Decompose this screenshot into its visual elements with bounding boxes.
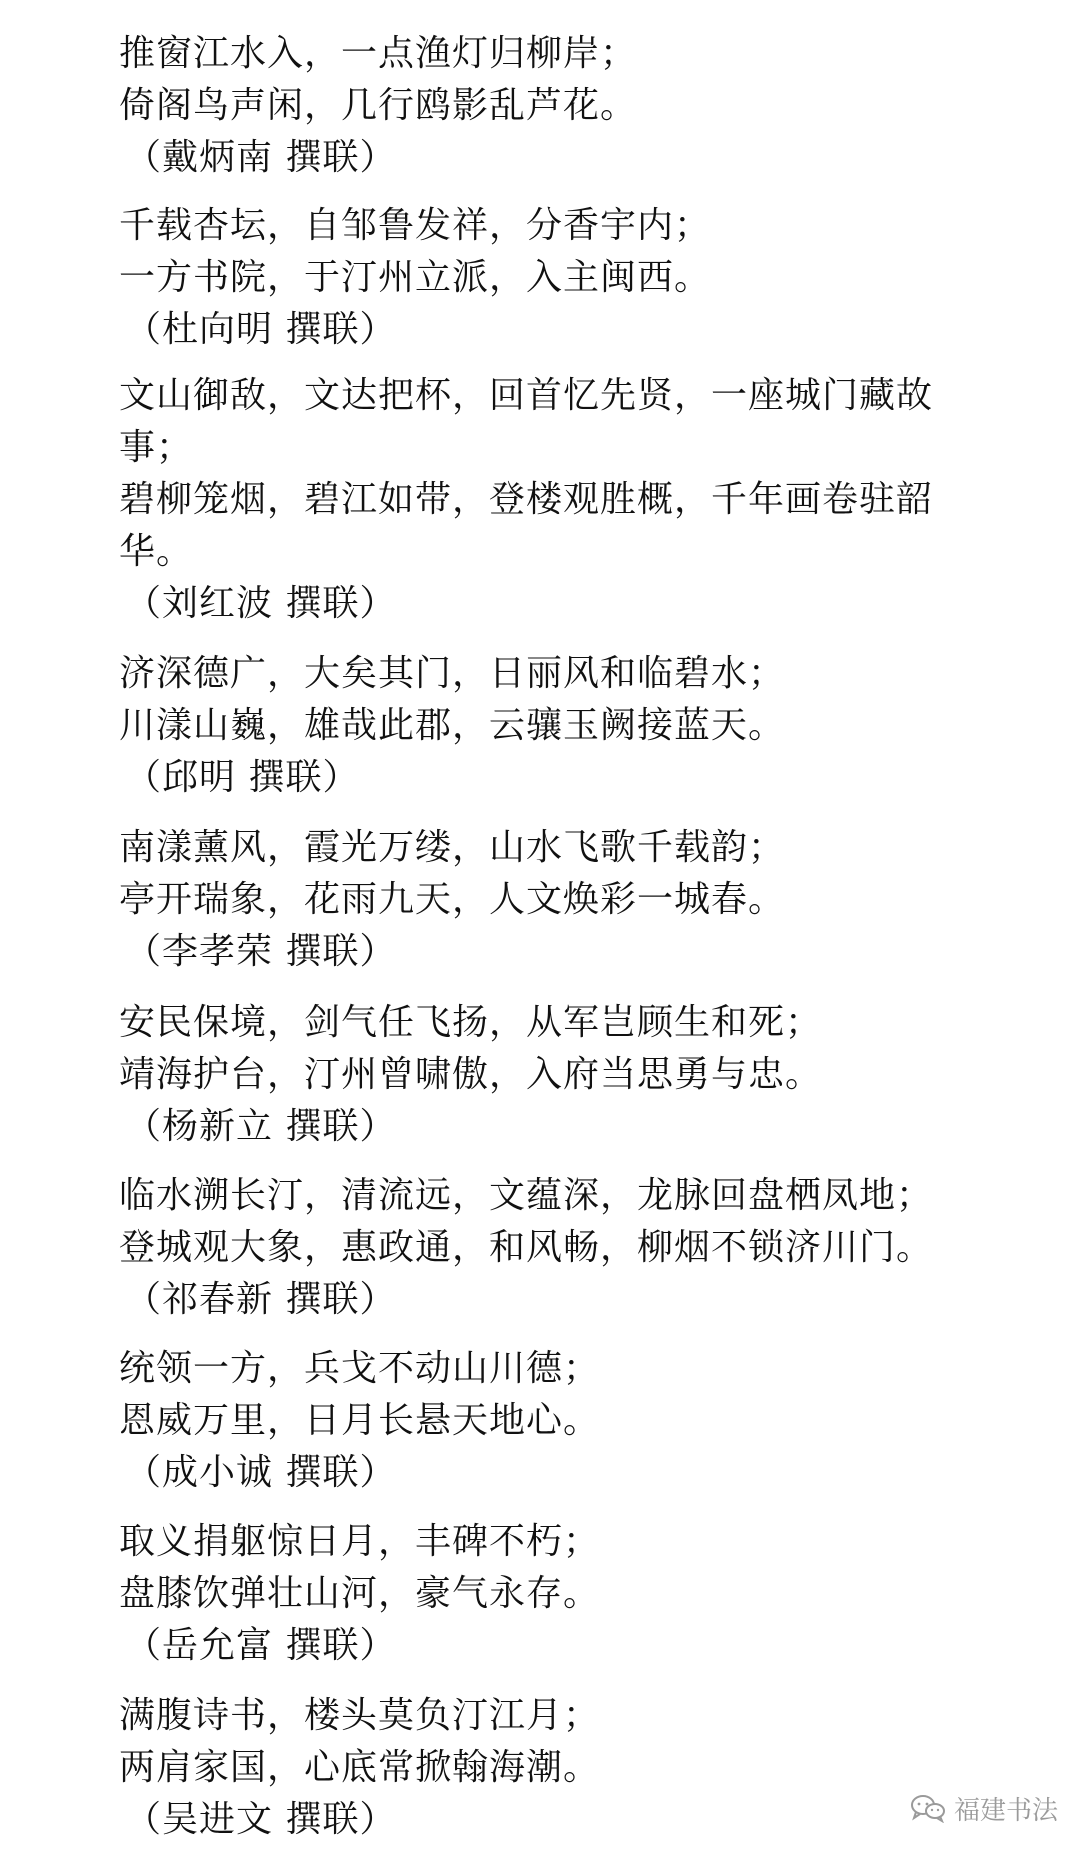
couplet-line-upper: 千载杏坛，自邹鲁发祥，分香宇内；	[119, 205, 712, 246]
couplet-line-lower: 川漾山巍，雄哉此郡，云骧玉阙接蓝天。	[119, 705, 786, 746]
couplet-2	[119, 200, 999, 356]
couplet-author: （李孝荣 撰联）	[125, 931, 397, 972]
couplet-1	[119, 28, 999, 184]
couplet-line-lower: 一方书院，于汀州立派，入主闽西。	[119, 257, 712, 298]
couplet-author: （成小诚 撰联）	[125, 1452, 397, 1493]
couplet-6	[119, 997, 999, 1153]
couplet-line-upper: 安民保境，剑气任飞扬，从军岂顾生和死；	[119, 1002, 823, 1043]
couplet-line-lower: 盘膝饮弹壮山河，豪气永存。	[119, 1573, 601, 1614]
couplet-line-upper: 取义捐躯惊日月，丰碑不朽；	[119, 1521, 601, 1562]
couplet-author: （刘红波 撰联）	[125, 583, 397, 624]
couplet-3	[119, 370, 999, 630]
couplet-line-lower: 登城观大象，惠政通，和风畅，柳烟不锁济川门。	[119, 1227, 934, 1268]
couplet-7	[119, 1170, 999, 1326]
couplet-author: （杜向明 撰联）	[125, 309, 397, 350]
couplet-line-lower: 亭开瑞象，花雨九天，人文焕彩一城春。	[119, 879, 786, 920]
couplet-author: （杨新立 撰联）	[125, 1106, 397, 1147]
couplet-8	[119, 1343, 999, 1499]
couplet-5	[119, 822, 999, 978]
couplet-author: （吴进文 撰联）	[125, 1799, 397, 1840]
couplet-author: （岳允富 撰联）	[125, 1625, 397, 1666]
couplet-4	[119, 648, 999, 804]
couplet-author: （邱明 撰联）	[125, 757, 360, 798]
couplet-line-upper: 统领一方，兵戈不动山川德；	[119, 1348, 601, 1389]
couplet-author: （祁春新 撰联）	[125, 1279, 397, 1320]
couplet-line-upper: 推窗江水入，一点渔灯归柳岸；	[119, 33, 638, 74]
couplet-line-lower: 碧柳笼烟，碧江如带，登楼观胜概，千年画卷驻韶华。	[119, 479, 934, 572]
couplet-line-lower: 倚阁鸟声闲，几行鸥影乱芦花。	[119, 85, 638, 126]
couplet-line-upper: 满腹诗书，楼头莫负汀江月；	[119, 1695, 601, 1736]
couplet-line-upper: 南漾薰风，霞光万缕，山水飞歌千载韵；	[119, 827, 786, 868]
couplet-line-upper: 临水溯长汀，清流远，文蕴深，龙脉回盘栖凤地；	[119, 1175, 934, 1216]
couplet-line-lower: 两肩家国，心底常掀翰海潮。	[119, 1747, 601, 1788]
couplet-author: （戴炳南 撰联）	[125, 137, 397, 178]
wechat-icon	[910, 1793, 946, 1823]
couplet-9	[119, 1516, 999, 1672]
couplet-line-upper: 济深德广，大矣其门，日丽风和临碧水；	[119, 653, 786, 694]
couplet-line-lower: 靖海护台，汀州曾啸傲，入府当思勇与忠。	[119, 1054, 823, 1095]
couplet-line-lower: 恩威万里，日月长悬天地心。	[119, 1400, 601, 1441]
couplet-line-upper: 文山御敌，文达把杯，回首忆先贤，一座城门藏故事；	[119, 375, 934, 468]
watermark-text: 福建书法	[953, 1795, 1058, 1826]
watermark	[910, 1788, 1058, 1828]
couplet-10	[119, 1690, 999, 1846]
